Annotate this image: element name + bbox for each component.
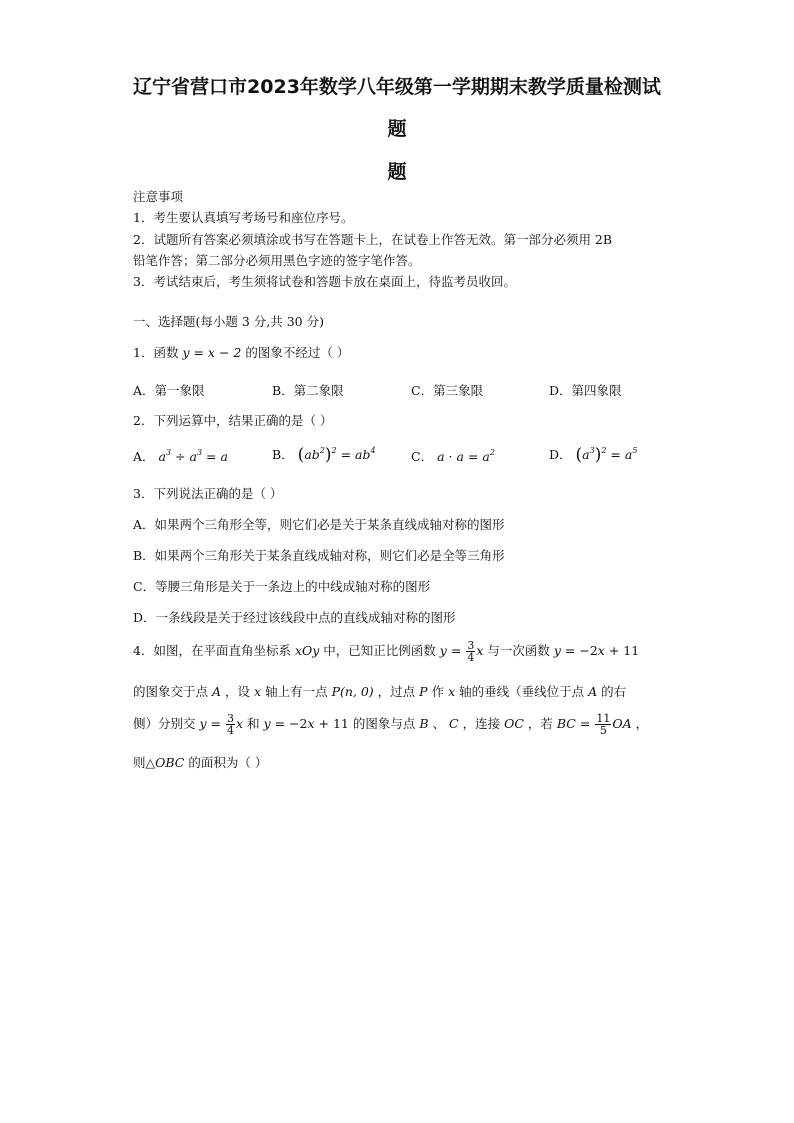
q2-option-d [549,445,637,465]
q4-point-p: P(n, 0) [331,684,374,699]
q4-text: 4．如图，在平面直角坐标系 [133,643,291,658]
q4-proportional-function: y = $\frac{3}{4}$ x [199,712,244,737]
q4-text: 的右 [601,684,627,699]
q2-option-a-label: A． [133,449,155,464]
q4-linear-function: y = −2x + 11 [263,716,349,731]
q1-option-b: B．第二象限 [272,383,344,398]
q4-coord-system: xOy [294,643,320,658]
notice-item-3: 3．考试结束后，考生须将试卷和答题卡放在桌面上，待监考员收回。 [133,274,516,289]
q4-point-a: A [212,684,222,699]
q1-prefix: 1．函数 [133,345,179,360]
q2-option-a [133,447,228,465]
q1-option-a: A．第一象限 [133,383,205,398]
exam-title-line3: 题 [387,161,407,183]
q3-option-a: A．如果两个三角形全等，则它们必是关于某条直线成轴对称的图形 [133,517,505,532]
q1-suffix: 的图象不经过（ ） [245,345,350,360]
exam-title-line2: 题 [387,118,407,140]
q1-option-c: C．第三象限 [411,383,484,398]
q4-point-c: C [449,716,459,731]
q4-text: 轴的垂线（垂线位于点 [459,684,585,699]
q3-option-b: B．如果两个三角形关于某条直线成轴对称，则它们必是全等三角形 [133,548,505,563]
q2-option-a-expr: $a^3 \div a^3 = a$ [158,448,228,464]
notice-item-2a: 2．试题所有答案必须填涂或书写在答题卡上，在试卷上作答无效。第一部分必须用 2B [133,232,613,247]
q4-point-a: A [588,684,598,699]
q4-text: 与一次函数 [487,643,550,658]
q4-text: 则△ [133,755,156,770]
q4-text: 的面积为（ ） [188,755,268,770]
question-2-stem: 2．下列运算中，结果正确的是（ ） [133,413,333,428]
section-heading: 一、选择题(每小题 3 分,共 30 分) [133,314,324,329]
q4-text: 和 [247,716,260,731]
q4-triangle-obc: OBC [155,755,185,770]
q4-text: ， [635,716,649,731]
q4-text: ，若 [527,716,553,731]
q3-option-d: D．一条线段是关于经过该线段中点的直线成轴对称的图形 [133,610,456,625]
q2-option-b-label: B． [272,447,294,462]
q4-linear-function: y = −2x + 11 [553,643,640,658]
q2-option-b [272,445,376,465]
q4-text: 中，已知正比例函数 [323,643,436,658]
q1-option-d: D．第四象限 [549,383,622,398]
q4-text: 的图象交于点 [133,684,209,699]
q2-option-d-expr: $(a^3)^2 = a^5$ [575,445,638,465]
q4-text: 作 [431,684,445,699]
notice-heading: 注意事项 [133,189,184,204]
question-1-stem [133,343,349,361]
q4-var-x: x [254,684,262,699]
q2-option-c-expr: $a \cdot a = a^2$ [437,448,495,464]
q2-option-b-expr: $(ab^2)^2 = ab^4$ [297,445,376,465]
question-3-stem: 3．下列说法正确的是（ ） [133,486,283,501]
q3-option-c: C．等腰三角形是关于一条边上的中线成轴对称的图形 [133,579,431,594]
notice-item-1: 1．考生要认真填写考场号和座位序号。 [133,210,354,225]
question-4-line-4 [133,753,267,771]
question-4-line-2 [133,682,626,700]
q4-point-b: B [419,716,429,731]
q4-text: ，设 [225,684,251,699]
exam-title-line1: 辽宁省营口市2023年数学八年级第一学期期末教学质量检测试 [133,76,661,98]
q4-proportional-function: y = $\frac{3}{4}$ x [439,639,484,664]
q4-text: 侧）分别交 [133,716,196,731]
question-4-line-3 [133,713,648,736]
q4-var-x: x [448,684,456,699]
q1-function: y = x − 2 [182,345,242,360]
q2-option-c [411,447,495,465]
q4-text: 轴上有一点 [265,684,328,699]
q4-text: 、 [432,716,446,731]
q4-text: ，过点 [377,684,416,699]
notice-item-2b: 铅笔作答；第二部分必须用黑色字迹的签字笔作答。 [133,253,421,268]
q4-text: 的图象与点 [352,716,416,731]
q4-ratio-condition: BC = $\frac{11}{5}$ OA [556,712,632,737]
q2-option-d-label: D． [549,447,572,462]
q4-point-p-name: P [419,684,428,699]
question-4-line-1 [133,640,639,663]
q2-option-c-label: C． [411,449,434,464]
q4-segment-oc: OC [504,716,524,731]
q4-text: ，连接 [462,716,501,731]
